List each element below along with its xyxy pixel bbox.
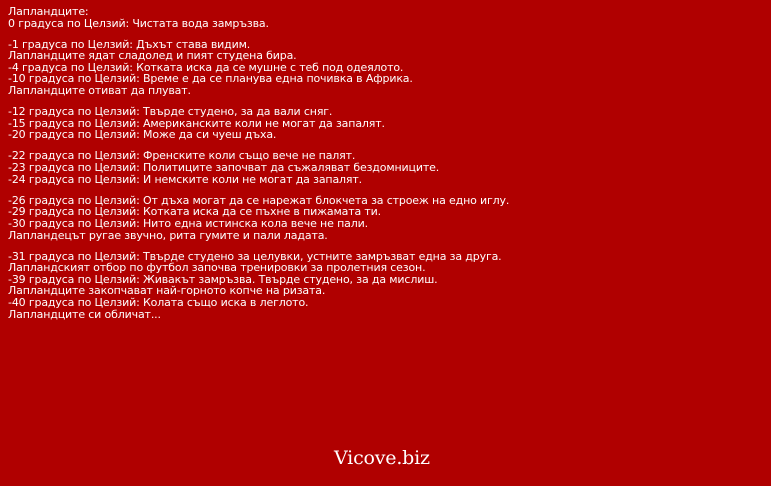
text-line: 0 градуса по Целзий: Чистата вода замръзва. xyxy=(8,16,269,30)
text-line: -26 градуса по Целзий: От дъха могат да се нарежат блокчета за строеж на едно иглу. xyxy=(8,193,510,207)
text-line: -4 градуса по Целзий: Котката иска да се мушне с теб под одеялото. xyxy=(8,60,404,74)
text-line: -12 градуса по Целзий: Твърде студено, за да вали сняг. xyxy=(8,105,333,119)
text-line: -40 градуса по Целзий: Колата също иска в леглото. xyxy=(8,295,309,309)
text-line: Лапландският отбор по футбол започва тренировки за пролетния сезон. xyxy=(8,261,426,275)
text-line: Лапландците си обличат... xyxy=(8,307,161,321)
text-line: -22 градуса по Целзий: Френските коли също вече не палят. xyxy=(8,149,356,163)
text-line: -29 градуса по Целзий: Котката иска да се пъхне в пижамата ти. xyxy=(8,205,382,219)
text-line: Лапландците ядат сладолед и пият студена бира. xyxy=(8,49,297,63)
text-line: Лапландците закопчават най-горното копче на ризата. xyxy=(8,284,326,298)
text-block-5 xyxy=(8,251,763,321)
text-line: -1 градуса по Целзий: Дъхът става видим. xyxy=(8,37,251,51)
text-block-0 xyxy=(8,6,763,29)
text-block-3 xyxy=(8,150,763,185)
text-line: -30 градуса по Целзий: Нито една истинска кола вече не пали. xyxy=(8,216,368,230)
text-line: -10 градуса по Целзий: Време е да се планува една почивка в Африка. xyxy=(8,72,413,86)
joke-text xyxy=(8,6,763,330)
text-line: -15 градуса по Целзий: Американските коли не могат да запалят. xyxy=(8,116,385,130)
text-line: -20 градуса по Целзий: Може да си чуеш дъха. xyxy=(8,128,277,142)
text-line: -23 градуса по Целзий: Политиците започват да съжаляват бездомниците. xyxy=(8,161,440,175)
text-line: -24 градуса по Целзий: И немските коли не могат да запалят. xyxy=(8,172,362,186)
site-watermark: Vicove.biz xyxy=(334,447,430,469)
text-line: -39 градуса по Целзий: Живакът замръзва. Твърде студено, за да мислиш. xyxy=(8,272,438,286)
text-line: Лапландецът ругае звучно, рита гумите и пали ладата. xyxy=(8,228,328,242)
text-block-1 xyxy=(8,39,763,97)
text-line: -31 градуса по Целзий: Твърде студено за целувки, устните замръзват една за друга. xyxy=(8,249,502,263)
text-block-2 xyxy=(8,106,763,141)
text-line: Лапландците отиват да плуват. xyxy=(8,84,191,98)
text-block-4 xyxy=(8,195,763,241)
text-line: Лапландците: xyxy=(8,5,89,18)
